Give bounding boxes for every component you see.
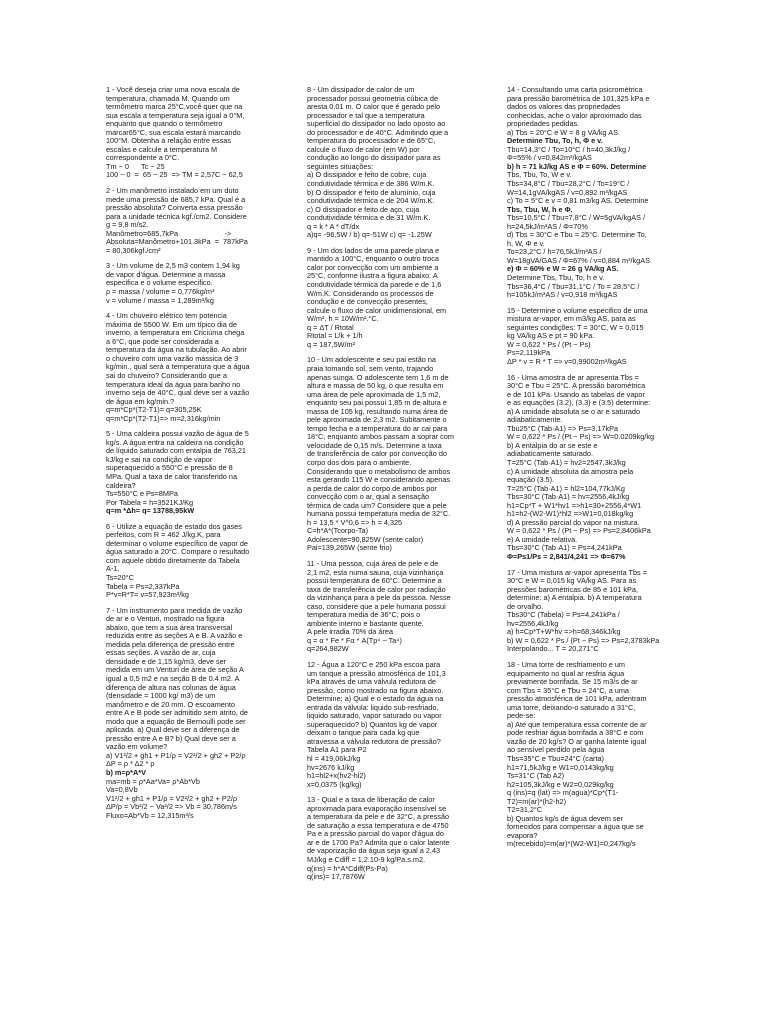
- text-line: Tbu25°C (Tab·A1) => Ps=3,17kPa: [507, 423, 619, 433]
- text-line: b) m=ρ*A*V: [106, 768, 146, 778]
- text-line: b) O dissipador e feito de alumínio, cuja: [307, 187, 436, 197]
- text-line: Tbs=36,4°C / Tbu=31,1°C / To = 28,5°C /: [507, 281, 640, 291]
- exercise-block: [106, 312, 260, 423]
- text-line: adiabaticamente.: [507, 415, 563, 425]
- text-line: condutividade térmica e de 31 W/m.K.: [307, 213, 431, 223]
- text-line: 100°M. Obtenha a relação entre essas: [106, 136, 232, 146]
- text-line: b) h = 71 kJ/kg AS e Φ = 60%. Determine: [507, 161, 647, 171]
- text-line: 12 - Água a 120°C e 250 kPa escoa para: [307, 660, 441, 669]
- text-line: determinar o volume específico de vapor de: [106, 538, 248, 548]
- text-line: 13 - Qual e a taxa de liberação de calor: [307, 795, 435, 805]
- text-line: c) O dissipador e feito de aço, cuja: [307, 204, 420, 214]
- text-line: para a unidade técnica kgf./cm2. Considere: [106, 211, 247, 221]
- text-line: caldeira?: [106, 480, 136, 490]
- text-line: Pa e a pressão parcial do vapor d'água do: [307, 829, 444, 839]
- text-line: e as equações (3.2), (3.3) e (3.5) determine:: [507, 398, 651, 408]
- text-line: MPa. Qual a taxa de calor transferido na: [106, 471, 238, 481]
- text-line: 4 - Um chuveiro elétrico tem potencia: [106, 311, 227, 321]
- column-right: [507, 86, 661, 856]
- text-line: do processador e de 40°C. Admitindo que a: [307, 127, 449, 137]
- text-line: para pressão barométrica de 101,325 kPa e: [507, 93, 650, 103]
- text-line: q = ΔT / Rtotal: [307, 322, 354, 332]
- text-line: ΔP = ρ * Δ2 * ρ: [106, 759, 155, 769]
- text-line: W = 0,622 * Ps / (Pt − Ps): [507, 339, 591, 349]
- text-line: temperatura, chamada M. Quando um: [106, 93, 230, 103]
- text-line: b) W = 0,622 * Ps / (Pt − Ps) => Ps=2,3783kPa: [507, 635, 660, 645]
- text-line: h1=71,5kJ/kg e W1=0,0143kg/kg: [507, 762, 614, 772]
- text-line: ao sensível perdido pela água: [507, 745, 605, 755]
- text-line: b) A entalpia do ar se este e: [507, 440, 598, 450]
- text-line: q(ins) = h*A*Cdiff(Ps-Pa): [307, 863, 388, 873]
- text-line: com aquele obtido diretamente da Tabela: [106, 555, 240, 565]
- text-line: q = 187,5W/m²: [307, 339, 356, 349]
- text-line: (densidade = 1000 kg/ m3) de um: [106, 691, 216, 701]
- text-line: ΔP * v = R * T => v=0,99002m³/kgAS: [507, 356, 627, 366]
- exercise-block: [106, 607, 260, 821]
- text-line: T2)=m(ar)*(h2-h2): [507, 796, 566, 806]
- text-line: conhecidas, ache o valor aproximado das: [507, 110, 642, 120]
- text-line: 30°C e Tbu = 25°C. A pressão barométrica: [507, 381, 646, 391]
- text-line: inverno, a temperatura em Criciúma chega: [106, 328, 245, 338]
- text-line: d) Tbs = 30°C e Tbu = 25°C. Determine To,: [507, 230, 647, 240]
- text-line: convecção com o ar, qual a sensação: [307, 492, 430, 502]
- text-line: kg VA/kg AS e pt = 90 kPa.: [507, 331, 595, 341]
- text-line: W/m², h = 10W/m².°C.: [307, 314, 379, 324]
- text-line: W=14,1gVA/kgAS / v=0,892 m³/kgAS: [507, 187, 628, 197]
- text-line: h2=105,3kJ/kg e W2=0,029kg/kg: [507, 779, 614, 789]
- text-line: igual a 0,5 m2 e na seção B de 0.4 m2. A: [106, 674, 240, 683]
- text-line: Considerando que o metabolismo de ambos: [307, 466, 451, 476]
- text-line: Tabela A1 para P2: [307, 745, 367, 755]
- text-line: a) A umidade absoluta se o ar e saturado: [507, 406, 641, 416]
- text-line: processador possui geometria cúbica de: [307, 93, 439, 103]
- text-line: Por Tabela = h=3521KJ/Kg: [106, 497, 194, 507]
- text-line: de orvalho.: [507, 601, 544, 611]
- text-line: Rtotal = L/k + 1/h: [307, 331, 363, 341]
- text-line: Tbs=34,8°C / Tbu=28,2°C / To=19°C /: [507, 179, 630, 189]
- text-line: pressões barométricas de 85 e 101 kPa,: [507, 584, 639, 594]
- text-line: W = 0,622 * Ps / (Pt − Ps) => Ps=2,8406kPa: [507, 526, 651, 536]
- text-line: a) O dissipador e feito de cobre, cuja: [307, 170, 427, 180]
- column-left: [106, 86, 260, 827]
- text-line: h1=hl2+x(hv2-hl2): [307, 771, 366, 781]
- text-line: A-1.: [106, 564, 120, 574]
- text-line: pressão, como mostrado na figura abaixo.: [307, 685, 444, 695]
- text-line: Va=0,8Vb: [106, 785, 138, 795]
- column-middle: [307, 86, 461, 889]
- text-line: q(ins)= 17,7876W: [307, 872, 365, 882]
- text-line: e) A umidade relativa.: [507, 534, 578, 544]
- text-line: T=25°C (Tab·A1) = hl2=104,77kJ/Kg: [507, 483, 625, 493]
- text-line: g = 9,8 m/s2.: [106, 220, 149, 230]
- text-line: h1=h2-(W2-W1)*hl2 =>W1=0,018kg/kg: [507, 509, 634, 519]
- text-line: 6 - Utilize a equação de estado dos gases: [106, 521, 242, 531]
- exercise-block: [307, 661, 461, 789]
- text-line: Tbu=14,3°C / To=10°C / h=40,3kJ/kg /: [507, 144, 631, 154]
- text-line: a temperatura da pele e de 32°C, a pressão: [307, 812, 450, 822]
- text-line: abaixo, que tem a sua área transversal: [106, 622, 233, 632]
- text-line: ma=mb = ρ*Aa*Va= ρ*Ab*Vb: [106, 776, 200, 786]
- text-line: m(recebido)=m(ar)*(W2-W1)=0,247kg/s: [507, 839, 636, 849]
- text-line: condução e de convecção presentes,: [307, 297, 428, 307]
- text-line: entrada da válvula: liquido sub-resfriado,: [307, 702, 439, 712]
- text-line: Manômetro=685,7kPa ->: [106, 228, 232, 238]
- text-line: Φ=Ps1/Ps = 2,841/4,241 => Φ=67%: [507, 551, 626, 561]
- text-line: 9 - Um dos lados de uma parede plana e: [307, 245, 440, 255]
- text-line: de água em kg/min.?: [106, 396, 175, 406]
- exercise-block: [307, 86, 461, 240]
- text-line: MJ/kg e Cdiff = 1,2.10-9 kg/Pa.s.m2.: [307, 855, 426, 865]
- text-line: Adolescente=90,825W (sente calor): [307, 534, 424, 544]
- text-line: q = k * A * dT/dx: [307, 221, 360, 231]
- text-line: possui temperatura de 60°C. Determine a: [307, 576, 442, 586]
- text-line: seguintes condições: T = 30°C, W = 0,015: [507, 322, 644, 332]
- text-line: q=m*Cp*(T2-T1)= q=305,25K: [106, 405, 202, 415]
- text-line: kg/s. A água entra na caldeira na condição: [106, 437, 244, 447]
- text-line: aresta 0.01 m. O calor que é gerado pelo: [307, 102, 441, 112]
- text-line: de saturação a essa temperatura e de 4750: [307, 820, 449, 830]
- text-line: V1²/2 + gh1 + P1/ρ = V2²/2 + gh2 + P2/ρ: [106, 793, 238, 803]
- text-line: d) A pressão parcial do vapor na mistura.: [507, 517, 640, 527]
- text-line: caso, considere que a pele humana possui: [307, 601, 446, 611]
- text-line: 10 - Um adolescente e seu pai estão na: [307, 355, 436, 365]
- text-line: calcule o fluxo de calor unidimensional, em: [307, 305, 447, 315]
- text-line: temperatura media de 36°C, pois o: [307, 610, 421, 620]
- text-line: termômetro marca 25°C,você quer que na: [106, 102, 243, 112]
- text-line: Tbs30°C (Tabela) = Ps=4,241kPa /: [507, 610, 620, 620]
- text-line: 25°C, conforme ilustra a figura abaixo. A: [307, 271, 438, 281]
- text-line: kJ/kg e sai na condição de vapor: [106, 454, 213, 464]
- text-line: determine: a) A entalpia. b) A temperatura: [507, 593, 642, 603]
- text-line: evapora?: [507, 830, 538, 840]
- exercise-block: [307, 247, 461, 350]
- text-line: ambiente interno e bastante quente.: [307, 618, 424, 628]
- text-line: 100 − 0 = 65 − 25 => TM = 2,57C − 62,5: [106, 170, 243, 180]
- text-line: kg/min., qual será a temperatura que a água: [106, 362, 250, 372]
- text-line: A pele irradia 70% da área: [307, 627, 393, 637]
- text-line: C=h*A*(Tcorpo-Ta): [307, 526, 369, 536]
- text-line: Ts=20°C: [106, 572, 134, 582]
- text-line: de líquido saturado com entalpia de 763,21: [106, 446, 246, 456]
- text-line: Pai=139,265W (sente frio): [307, 543, 392, 553]
- exercise-block: [307, 356, 461, 553]
- text-line: mistura ar-vapor, em m3/kg AS, para as: [507, 314, 636, 324]
- text-line: Determine: a) Qual e o estado da água na: [307, 694, 444, 704]
- text-line: x=0,0375 (kg/kg): [307, 779, 362, 789]
- text-line: c) A umidade absoluta da amostra pela: [507, 466, 634, 476]
- exercise-block: [507, 661, 661, 849]
- text-line: sua escala a temperatura seja igual a 0°M,: [106, 110, 245, 120]
- text-line: 17 - Uma mistura ar-vapor apresenta Tbs =: [507, 567, 647, 577]
- text-line: pele aproximada de 2,3 m2. Subitamente o: [307, 415, 447, 425]
- text-line: vazão em volume?: [106, 742, 168, 752]
- text-line: q=m*Cp*(T2-T1)=> m=2,316kg/min: [106, 413, 221, 423]
- text-line: Absoluta=Manômetro+101.3kPa = 787kPa: [106, 237, 248, 247]
- text-line: vazão de 20 kg/s? O ar ganha latente igual: [507, 736, 647, 746]
- text-line: pede-se:: [507, 711, 536, 721]
- exercise-block: [507, 374, 661, 562]
- text-line: T2=31,2°C: [507, 805, 543, 815]
- text-line: a 6°C, que pode ser considerada a: [106, 336, 219, 346]
- text-line: P*v=R*T= v=57,923m³/kg: [106, 590, 189, 600]
- text-line: a) Tbs = 20°C e W = 8 g VA/kg AS.: [507, 127, 620, 137]
- text-line: Determine Tbs, Tbu, To, h e v.: [507, 273, 605, 283]
- text-line: condução ao longo do dissipador para as: [307, 153, 441, 163]
- text-line: condutividade térmica da parede e de 1,6: [307, 280, 442, 290]
- text-line: temperatura ideal da água para banho no: [106, 379, 241, 389]
- exercise-block: [507, 569, 661, 654]
- text-line: condutividade térmica e de 386 W/m.K.: [307, 179, 435, 189]
- text-line: a) V1²/2 + gh1 + P1/ρ = V2²/2 + gh2 + P2/ρ: [106, 750, 246, 760]
- text-line: aproximada para evaporação insensível se: [307, 803, 447, 813]
- text-line: uma torre, deixando-o saturado a 31°C,: [507, 702, 636, 712]
- text-line: W=18gVA/GAS / Φ=67% / v=0,884 m³/kgAS: [507, 255, 650, 265]
- text-line: pressão absoluta? Converta essa pressão: [106, 203, 243, 213]
- text-line: superficial do dissipador no lado oposto ao: [307, 119, 446, 129]
- text-line: To=23,2°C / h=76,5kJ/m³AS /: [507, 247, 602, 257]
- text-line: superaquecido? b) Quantos kg de vapor: [307, 719, 438, 729]
- text-line: Ps=2,119kPa: [507, 348, 551, 358]
- exercise-block: [106, 86, 260, 180]
- text-line: q=m *Δh= q= 13788,95kW: [106, 506, 195, 516]
- text-line: processador e tal que a temperatura: [307, 110, 425, 120]
- text-line: medida pela diferença de pressão entre: [106, 639, 235, 649]
- text-line: aplicada. a) Qual deve ser a diferença de: [106, 725, 240, 735]
- text-line: condutividade térmica e de 204 W/m.K.: [307, 196, 435, 206]
- text-line: taxa de transferência de calor por radiação: [307, 584, 446, 594]
- text-line: Tabela = Ps=2,337kPa: [106, 581, 180, 591]
- text-line: tempo fecha e a temperatura do ar cai para: [307, 423, 448, 433]
- text-line: ρ = massa / volume = 0,776kg/m³: [106, 287, 215, 297]
- text-line: escalas e calcule a temperatura M: [106, 144, 218, 154]
- text-line: modo que a equação de Bernoulli pode ser: [106, 716, 246, 726]
- text-line: Tm − 0 Tc − 25: [106, 161, 165, 171]
- text-line: Tbs=30°C (Tab·A1) = Ps=4,241kPa: [507, 543, 622, 553]
- text-line: 18 - Uma torre de resfriamento e um: [507, 660, 626, 669]
- text-line: 3 - Um volume de 2,5 m3 contem 1,94 kg: [106, 261, 240, 271]
- text-line: temperatura da água na tubulação. Ao abrir: [106, 345, 247, 355]
- text-line: v = volume / massa = 1,289m³/kg: [106, 295, 214, 305]
- text-line: praia tomando sol, sem vento, trajando: [307, 363, 434, 373]
- text-line: 15 - Determine o volume especifico de uma: [507, 305, 648, 315]
- text-line: dados os valores das propriedades: [507, 102, 621, 112]
- text-line: atravessa a válvula redutora de pressão?: [307, 736, 441, 746]
- text-line: o chuveiro com uma vazão mássica de 3: [106, 353, 239, 363]
- text-line: 18°C, enquanto ambos passam a soprar com: [307, 432, 454, 442]
- text-line: reduzida entre as seções A e B. A vazão e: [106, 631, 243, 641]
- exercise-block: [507, 307, 661, 367]
- text-line: fornecidos para compensar a água que se: [507, 822, 644, 832]
- text-line: enquanto que quando o termômetro: [106, 119, 223, 129]
- text-line: W = 0,622 * Ps / (Pt − Ps) => W=0.0209kg/kg: [507, 432, 655, 442]
- exercise-block: [307, 560, 461, 654]
- text-line: sai do chuveiro? Considerando que a: [106, 370, 227, 380]
- text-line: Interpolando... T = 20,271°C: [507, 644, 599, 654]
- text-line: hv=2676 kJ/kg: [307, 762, 355, 772]
- text-line: ar e de 1700 Pa? Admita que o calor latente: [307, 837, 450, 847]
- text-line: especifica e o volume especifico.: [106, 278, 213, 288]
- text-line: Tbs, Tbu, W, h e Φ.: [507, 204, 573, 214]
- text-line: liquido saturado, vapor saturado ou vapor: [307, 711, 442, 721]
- text-line: 14 - Consultando uma carta psicrométrica: [507, 85, 643, 94]
- text-line: deixam o tanque para cada kg que: [307, 728, 420, 738]
- text-line: adiabaticamente saturado.: [507, 449, 593, 459]
- text-line: equação (3.5).: [507, 475, 555, 485]
- text-line: q = α * Fe * Fα * A(Tp⁴ − Ta⁴): [307, 635, 402, 645]
- text-line: previamente borrifada. Se 15 m3/s de ar: [507, 677, 638, 687]
- text-line: Fluxo=Ab*Vb = 12,315m³/s: [106, 810, 194, 820]
- text-line: de vaporização da água seja igual a 2,43: [307, 846, 441, 856]
- text-line: massa de 105 kg, resultando numa área de: [307, 406, 448, 416]
- text-line: Determine Tbu, To, h, Φ e v.: [507, 136, 603, 146]
- text-line: 1 - Você deseja criar uma nova escala de: [106, 85, 240, 94]
- text-line: altura e massa de 50 kg, o que resulta em: [307, 381, 444, 391]
- text-line: e) Φ = 60% e W = 26 g VA/kg AS.: [507, 264, 619, 274]
- text-line: diferença de altura nas colunas de água: [106, 682, 236, 692]
- text-line: corpo dos dois para o ambiente.: [307, 457, 412, 467]
- exercise-block: [507, 86, 661, 300]
- text-line: seguintes situações:: [307, 161, 374, 171]
- text-line: com Tbs = 35°C e Tbu = 24°C, a uma: [507, 685, 629, 695]
- text-line: hv=2556,4kJ/kg: [507, 618, 559, 628]
- text-line: máxima de 5500 W. Em um típico dia de: [106, 319, 237, 329]
- text-line: T=25°C (Tab·A1) = hv2=2547,3kJ/kg: [507, 457, 626, 467]
- exercise-block: [106, 262, 260, 305]
- text-line: de transferência de calor por convecção do: [307, 449, 447, 459]
- text-line: 5 - Uma caldeira possui vazão de água de 5: [106, 429, 249, 439]
- text-line: pressão entre A e B? b) Qual deve ser a: [106, 733, 236, 743]
- text-line: de ar e o Venturi, mostrado na figura: [106, 614, 225, 624]
- text-line: marcar65°C, sua escala estará marcando: [106, 127, 241, 137]
- text-line: 2,1 m2, esta numa sauna, cuja vizinhança: [307, 567, 444, 577]
- text-line: da vizinhança para a pele da pessoa. Nesse: [307, 593, 451, 603]
- exercise-block: [106, 523, 260, 600]
- text-line: Tbs, Tbu, To, W e v.: [507, 170, 572, 180]
- text-line: térmica de cada um? Considere que a pele: [307, 500, 447, 510]
- text-line: h=105kJ/m³AS / v=0,918 m³/kgAS: [507, 290, 618, 300]
- text-line: calcule o fluxo de calor (em W) por: [307, 144, 420, 154]
- text-line: mede uma pressão de 685,7 kPa. Qual é a: [106, 194, 246, 204]
- text-line: temperatura do processador e de 65°C,: [307, 136, 436, 146]
- text-line: esta gerando 115 W e considerando apenas: [307, 475, 451, 485]
- text-line: medida em um Venturi de área de seção A: [106, 665, 244, 675]
- text-line: humana possui temperatura media de 32°C.: [307, 509, 451, 519]
- text-line: 11 - Uma pessoa, cuja área de pele e de: [307, 558, 439, 568]
- text-line: 7 - Um instrumento para medida de vazão: [106, 605, 243, 615]
- text-line: 30°C e W = 0,015 kg VA/kg AS. Para as: [507, 576, 637, 586]
- text-line: q=264,982W: [307, 644, 349, 654]
- exercise-block: [106, 430, 260, 515]
- text-line: de vapor d'água. Determine a massa: [106, 269, 226, 279]
- text-line: h = 13,5 * V^0,6 => h = 4,325: [307, 517, 403, 527]
- text-line: h, W, Φ e v.: [507, 238, 545, 248]
- text-line: correspondente a 0°C.: [106, 153, 180, 163]
- text-line: manômetro e de 20 mm. O escoamento: [106, 699, 235, 709]
- text-line: pode resfriar água borrifada a 38°C e com: [507, 728, 644, 738]
- text-line: Ts=31°C (Tab A2): [507, 771, 565, 781]
- text-line: 16 - Uma amostra de ar apresenta Tbs =: [507, 372, 639, 382]
- text-line: h1=Cp*T + W1*hv1 =>h1=30+2556,4*W1: [507, 500, 642, 510]
- text-line: calor por convecção com um ambiente a: [307, 262, 439, 272]
- text-line: enquanto seu pai possui 1,85 m de altura e: [307, 398, 447, 408]
- text-line: equipamento no qual ar resfria água: [507, 668, 625, 678]
- text-line: a) h=Cp*T+W*hv =>h=68,346kJ/kg: [507, 627, 621, 637]
- text-line: velocidade de 0,15 m/s. Determine a taxa: [307, 440, 442, 450]
- text-line: 8 - Um dissipador de calor de um: [307, 85, 415, 94]
- text-line: água saturado a 20°C. Compare o resultado: [106, 547, 250, 557]
- text-line: ΔP/ρ = Vb²/2 − Va²/2 => Vb = 30,786m/s: [106, 802, 237, 812]
- text-line: apenas sunga. O adolescente tem 1,6 m de: [307, 372, 449, 382]
- text-line: Φ=55% / v=0,842m³/kgAS: [507, 153, 592, 163]
- exercise-block: [307, 796, 461, 881]
- text-line: propriedades pedidas.: [507, 119, 580, 129]
- text-line: perfeitos, com R = 462 J/kg.K, para: [106, 530, 221, 540]
- text-line: um tanque a pressão atmosférica de 101,3: [307, 668, 446, 678]
- text-line: h=24,5kJ/m³AS / Φ=70%: [507, 221, 588, 231]
- text-line: densidade e de 1,15 kg/m3, deve ser: [106, 656, 227, 666]
- text-line: mantido a 100°C, enquanto o outro troca: [307, 254, 439, 264]
- text-line: Tbs=30°C (Tab·A1) = hv=2556,4kJ/kg: [507, 492, 630, 502]
- text-line: 2 - Um manômetro instalado em um duto: [106, 186, 239, 196]
- text-line: Tbs=35°C e Tbu=24°C (carta): [507, 754, 604, 764]
- text-line: superaquecido a 550°C e pressão de 8: [106, 463, 233, 473]
- text-line: b) Quantos kg/s de água devem ser: [507, 813, 624, 823]
- text-line: hl = 419,06kJ/kg: [307, 754, 361, 764]
- text-line: = 80,306kgf./cm²: [106, 245, 161, 255]
- text-line: entre A e B pode ser admitido sem atrito, de: [106, 708, 248, 718]
- exercise-block: [106, 187, 260, 255]
- text-line: uma área de pele aproximada de 1,5 m2,: [307, 389, 441, 399]
- text-line: essas seções. A vazão de ar, cuja: [106, 648, 216, 658]
- text-line: kPa através de uma válvula redutora de: [307, 677, 436, 687]
- text-line: a)q= -96,5W / b) q=-51W c) q= -1.25W: [307, 230, 432, 240]
- text-line: Tbs=10,5°C / Tbu=7,8°C / W=5gVA/kgAS /: [507, 213, 645, 223]
- text-line: inverno seja de 40°C, qual deve ser a vazão: [106, 388, 250, 398]
- text-line: pressão atmosférica de 101 kPa, adentram: [507, 694, 647, 704]
- text-line: a perda de calor do corpo de ambos por: [307, 483, 437, 493]
- text-line: Ts=550°C e Ps=8MPa: [106, 489, 178, 499]
- text-line: a) Ate que temperatura essa corrente de ar: [507, 719, 647, 729]
- text-line: c) To = 5°C e v = 0,81 m3/kg AS. Determine: [507, 196, 649, 206]
- text-line: e de 101 kPa. Usando as tabelas de vapor: [507, 389, 645, 399]
- text-line: W/m.K. Considerando os processos de: [307, 288, 434, 298]
- text-line: q (ins)=q (lat) => m(agua)*Cp*(T1-: [507, 788, 619, 798]
